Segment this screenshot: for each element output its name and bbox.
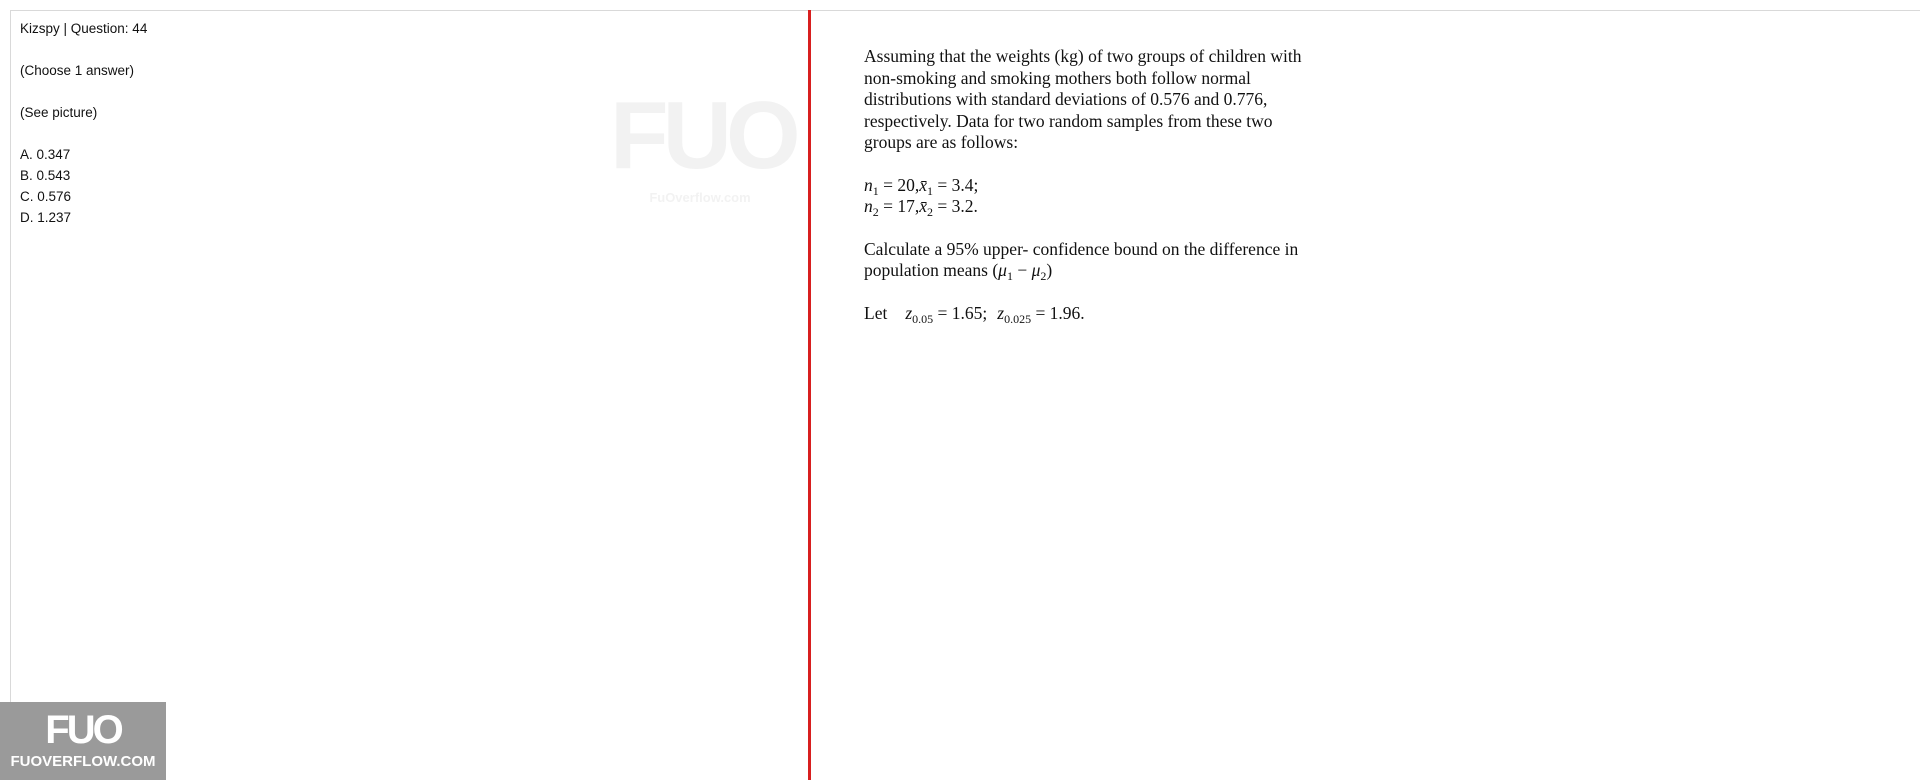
x1-symbol: x̄ bbox=[919, 174, 928, 195]
logo-mark: FUO bbox=[45, 708, 121, 752]
n1-value: = 20, bbox=[878, 174, 920, 195]
question-instruction: (Choose 1 answer) bbox=[20, 63, 135, 78]
mu1-symbol: μ bbox=[998, 260, 1007, 280]
picture-note: (See picture) bbox=[20, 105, 98, 120]
mu2-subscript: 2 bbox=[1040, 269, 1047, 283]
x2-symbol: x̄ bbox=[919, 196, 928, 216]
panel-divider bbox=[808, 10, 811, 780]
mu1-subscript: 1 bbox=[1006, 269, 1013, 283]
watermark-center bbox=[610, 82, 795, 226]
sample-data-1 bbox=[864, 175, 1384, 197]
problem-line-3: distributions with standard deviations of 0.576 and 0.776, bbox=[864, 89, 1268, 109]
z005-value: = 1.65; bbox=[933, 302, 988, 323]
n2-symbol: n bbox=[864, 196, 873, 216]
answer-option-b[interactable]: B. 0.543 bbox=[20, 168, 71, 183]
mu-open-paren: ( bbox=[992, 260, 999, 280]
let-label: Let bbox=[864, 302, 888, 323]
problem-line-5: groups are as follows: bbox=[864, 132, 1019, 152]
watermark-mark: FUO bbox=[610, 82, 795, 189]
answer-option-a[interactable]: A. 0.347 bbox=[20, 147, 71, 162]
calc-line-2 bbox=[864, 260, 1384, 282]
z0025-symbol: z bbox=[997, 302, 1005, 323]
z0025-value: = 1.96. bbox=[1031, 302, 1085, 323]
problem-image-panel bbox=[864, 46, 1384, 324]
calc-line-2-text: population means bbox=[864, 260, 993, 280]
fuoverflow-logo bbox=[0, 702, 166, 780]
answer-option-c[interactable]: C. 0.576 bbox=[20, 189, 72, 204]
logo-url: FUOVERFLOW.COM bbox=[10, 753, 156, 770]
mu-close-paren: ) bbox=[1046, 260, 1053, 280]
n1-subscript: 1 bbox=[872, 183, 879, 198]
sample-data-2 bbox=[864, 196, 1384, 218]
x2-subscript: 2 bbox=[927, 205, 934, 219]
z005-subscript: 0.05 bbox=[912, 311, 934, 326]
let-row bbox=[864, 303, 1384, 325]
n1-symbol: n bbox=[864, 174, 873, 195]
problem-line-4: respectively. Data for two random samples from these two bbox=[864, 110, 1273, 131]
answer-option-d[interactable]: D. 1.237 bbox=[20, 210, 72, 225]
x1-subscript: 1 bbox=[927, 183, 934, 198]
n2-value: = 17, bbox=[878, 196, 920, 216]
z005-symbol: z bbox=[905, 302, 913, 323]
mu2-symbol: μ bbox=[1031, 260, 1041, 280]
watermark-url: FuOverflow.com bbox=[649, 190, 751, 205]
question-header: Kizspy | Question: 44 bbox=[20, 21, 148, 36]
x1-value: = 3.4; bbox=[933, 174, 979, 195]
n2-subscript: 2 bbox=[872, 205, 879, 219]
z0025-subscript: 0.025 bbox=[1004, 311, 1032, 326]
problem-line-2: non-smoking and smoking mothers both follow normal bbox=[864, 67, 1251, 88]
x2-value: = 3.2. bbox=[933, 196, 978, 216]
mu-minus: − bbox=[1012, 260, 1032, 280]
calc-line-1: Calculate a 95% upper- confidence bound on the difference in bbox=[864, 238, 1299, 259]
problem-line-1: Assuming that the weights (kg) of two groups of children with bbox=[864, 46, 1302, 66]
